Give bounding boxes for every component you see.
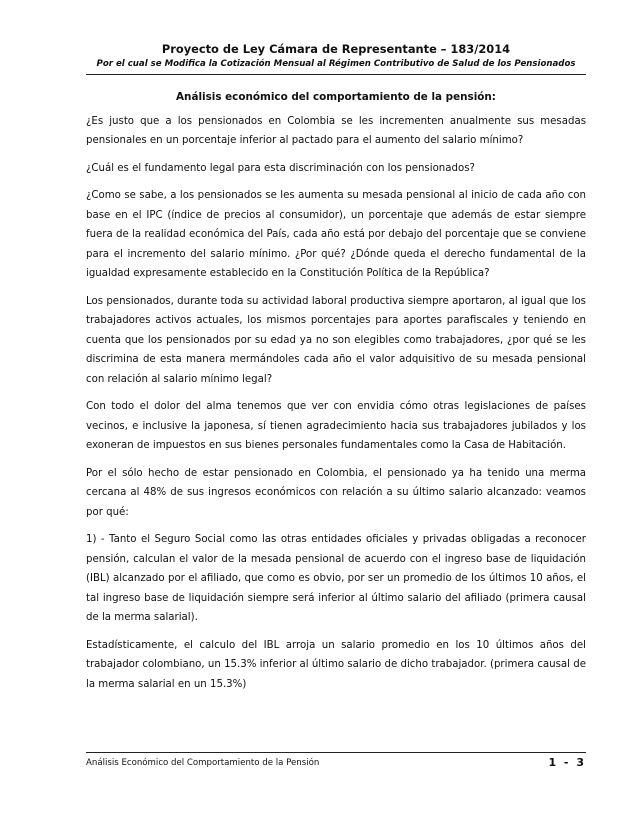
paragraph-6: Por el sólo hecho de estar pensionado en Colombia, el pensionado ya ha tenido una merma cercana al 48% de sus ingresos económicos con relación a su último salario alcanzado: veamos por qué: <box>86 467 586 518</box>
page-header <box>86 42 586 71</box>
document-subtitle: Por el cual se Modifica la Cotización Mensual al Régimen Contributivo de Salud de los Pensionados <box>96 59 576 69</box>
header-divider <box>86 74 586 75</box>
paragraph-3: ¿Como se sabe, a los pensionados se les aumenta su mesada pensional al inicio de cada año con base en el IPC (índice de precios al consumidor), un porcentaje que además de estar siempre fuera de la realidad económica del País, cada año está por debajo del porcentaje que se conviene para el incremento del salario mínimo. ¿Por qué? ¿Dónde queda el derecho fundamental de la igualdad expresamente establecido en la Constitución Política de la República? <box>86 190 586 279</box>
paragraph-7: 1) - Tanto el Seguro Social como las otras entidades oficiales y privadas obligadas a reconocer pensión, calculan el valor de la mesada pensional de acuerdo con el ingreso base de liquidación (IBL) alcanzado por el afiliado, que como es obvio, por ser un promedio de los últimos 10 años, el tal ingreso base de liquidación siempre será inferior al último salario del afiliado (primera causal de la merma salarial). <box>86 534 586 623</box>
page-footer <box>86 756 586 770</box>
paragraph-8: Estadísticamente, el calculo del IBL arroja un salario promedio en los 10 últimos años del trabajador colombiano, un 15.3% inferior al último salario de dicho trabajador. (primera causal de la merma salarial en un 15.3%) <box>86 639 586 690</box>
page-number: 1 - 3 <box>548 756 586 769</box>
paragraph-2: ¿Cuál es el fundamento legal para esta discriminación con los pensionados? <box>86 162 475 174</box>
footer-text: Análisis Económico del Comportamiento de la Pensión <box>86 758 320 768</box>
paragraph-5: Con todo el dolor del alma tenemos que ver con envidia cómo otras legislaciones de países vecinos, e inclusive la japonesa, sí tienen agradecimiento hacia sus trabajadores jubilados y los exoneran de impuestos en sus bienes personales fundamentales como la Casa de Habitación. <box>86 401 586 451</box>
footer-divider <box>86 752 586 753</box>
paragraph-1: ¿Es justo que a los pensionados en Colombia se les incrementen anualmente sus mesadas pensionales en un porcentaje inferior al pactado para el aumento del salario mínimo? <box>86 115 586 146</box>
paragraph-4: Los pensionados, durante toda su actividad laboral productiva siempre aportaron, al igual que los trabajadores activos actuales, los mismos porcentajes para aportes parafiscales y teniendo en cuenta que los pensionados por su edad ya no son elegibles como trabajadores, ¿por qué se les discrimina de esta manera mermándoles cada año el valor adquisitivo de su mesada pensional con relación al salario mínimo legal? <box>86 295 586 385</box>
document-body <box>86 88 586 702</box>
document-title: Proyecto de Ley Cámara de Representante – 183/2014 <box>161 42 511 56</box>
section-heading: Análisis económico del comportamiento de la pensión: <box>176 91 496 103</box>
